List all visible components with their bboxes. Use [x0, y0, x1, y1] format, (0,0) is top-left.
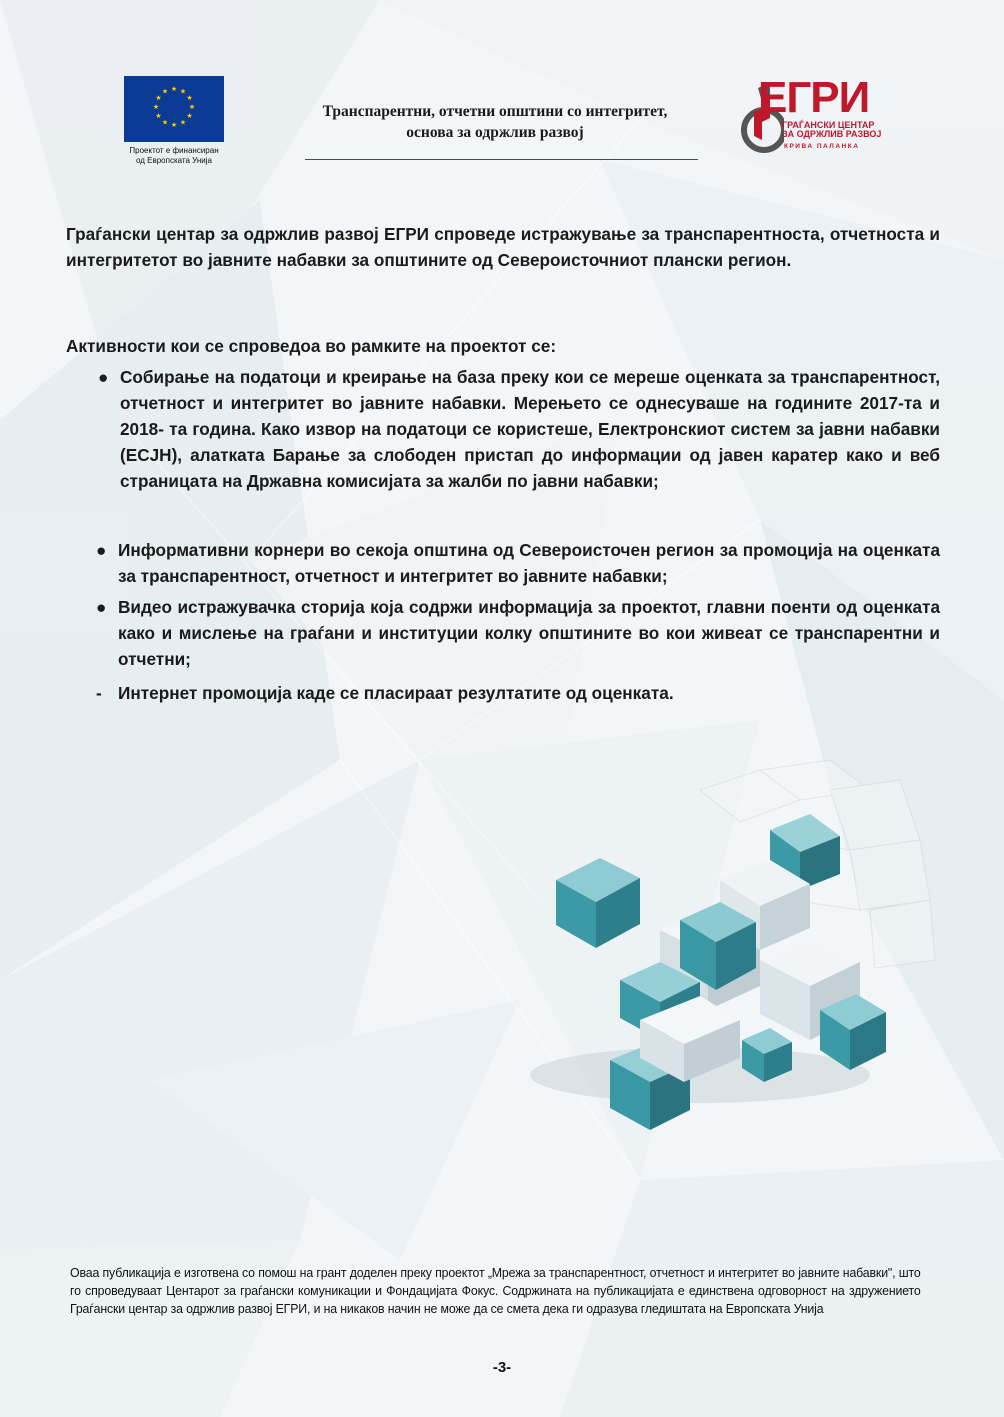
svg-text:★: ★ — [179, 87, 187, 96]
intro-paragraph: Граѓански центар за одржлив развој ЕГРИ спроведе истражување за транспарентноста, отчетноста и интегритетот во јавните набавки за општините од Североисточниот плански регион. — [66, 224, 940, 270]
egri-subtitle-line-2: ЗА ОДРЖЛИВ РАЗВОЈ — [782, 129, 882, 139]
activity-item — [96, 537, 940, 589]
svg-text:★: ★ — [161, 118, 169, 127]
header-divider — [305, 159, 698, 160]
svg-text:★: ★ — [161, 87, 169, 96]
egri-subtitle-line-1: ГРАЃАНСКИ ЦЕНТАР — [782, 120, 875, 130]
eu-logo — [124, 76, 224, 166]
egri-name: ЕГРИ — [758, 73, 870, 122]
svg-text:★: ★ — [170, 85, 178, 93]
activity-item-text: Собирање на податоци и креирање на база преку кои се мереше оценката за транспарентност, отчетност и интегритет во јавните набавки. Мерењето се однесуваше на годините 2017-та и 2018- та година. Како извор на податоци се користеше, Електронскиот систем за јавни набавки (ЕСЈН), алатката Барање за слободен пристап до информации од јавен каратер како и веб страницата на Државна комисијата за жалби по јавни набавки; — [120, 367, 940, 491]
eu-caption — [124, 146, 224, 166]
project-title — [270, 101, 720, 143]
svg-text:★: ★ — [170, 121, 178, 129]
bullet-icon: ● — [98, 367, 109, 387]
svg-text:★: ★ — [152, 103, 160, 111]
egri-logo — [736, 73, 886, 158]
project-title-line-2: основа за одржлив развој — [406, 124, 584, 141]
activity-item-text: Видео истражувачка сторија која содржи информација за проектот, главни поенти од оценката како и мислење на граѓани и институции колку општините во кои живеат се транспарентни и отчетни; — [118, 597, 940, 669]
bullet-icon: ● — [96, 540, 107, 560]
bullet-icon: ● — [96, 597, 107, 617]
eu-flag-icon — [124, 76, 224, 142]
eu-caption-line-2: од Европската Унија — [135, 156, 212, 165]
svg-text:★: ★ — [179, 118, 187, 127]
egri-subtitle — [782, 121, 881, 139]
svg-text:★: ★ — [188, 103, 196, 111]
svg-text:★: ★ — [186, 112, 193, 120]
svg-text:★: ★ — [155, 94, 162, 102]
activity-item-text: Информативни корнери во секоја општина од Североисточен регион за промоција на оценката за транспарентност, отчетност и интегритет во јавните набавки; — [118, 540, 940, 586]
page-number: -3- — [492, 1359, 512, 1376]
egri-region: КРИВА ПАЛАНКА — [784, 143, 860, 150]
activity-item — [96, 594, 940, 672]
activity-item — [98, 364, 940, 494]
svg-text:★: ★ — [155, 112, 162, 120]
activities-heading: Активности кои се спроведоа во рамките на проектот се: — [66, 336, 557, 356]
project-title-line-1: Транспарентни, отчетни општини со интегритет, — [322, 103, 668, 120]
eu-caption-line-1: Проектот е финансиран — [129, 146, 219, 155]
dash-icon: - — [96, 683, 102, 703]
eu-disclaimer: Оваа публикација е изготвена со помош на грант доделен преку проектот „Мрежа за транспарентност, отчетност и интегритет во јавните набавки", што го спроведуваат Центарот за граѓански комуникации и Фондацијата Фокус. Содржината на публикацијата е единствена одговорност на здружението Граѓански центар за одржлив развој ЕГРИ, и на никаков начин не може да се смета дека ги одразува гледиштата на Европската Унија — [70, 1266, 921, 1316]
activity-item-text: Интернет промоција каде се пласираат резултатите од оценката. — [118, 683, 674, 703]
svg-text:★: ★ — [186, 94, 193, 102]
activity-item — [96, 680, 940, 706]
